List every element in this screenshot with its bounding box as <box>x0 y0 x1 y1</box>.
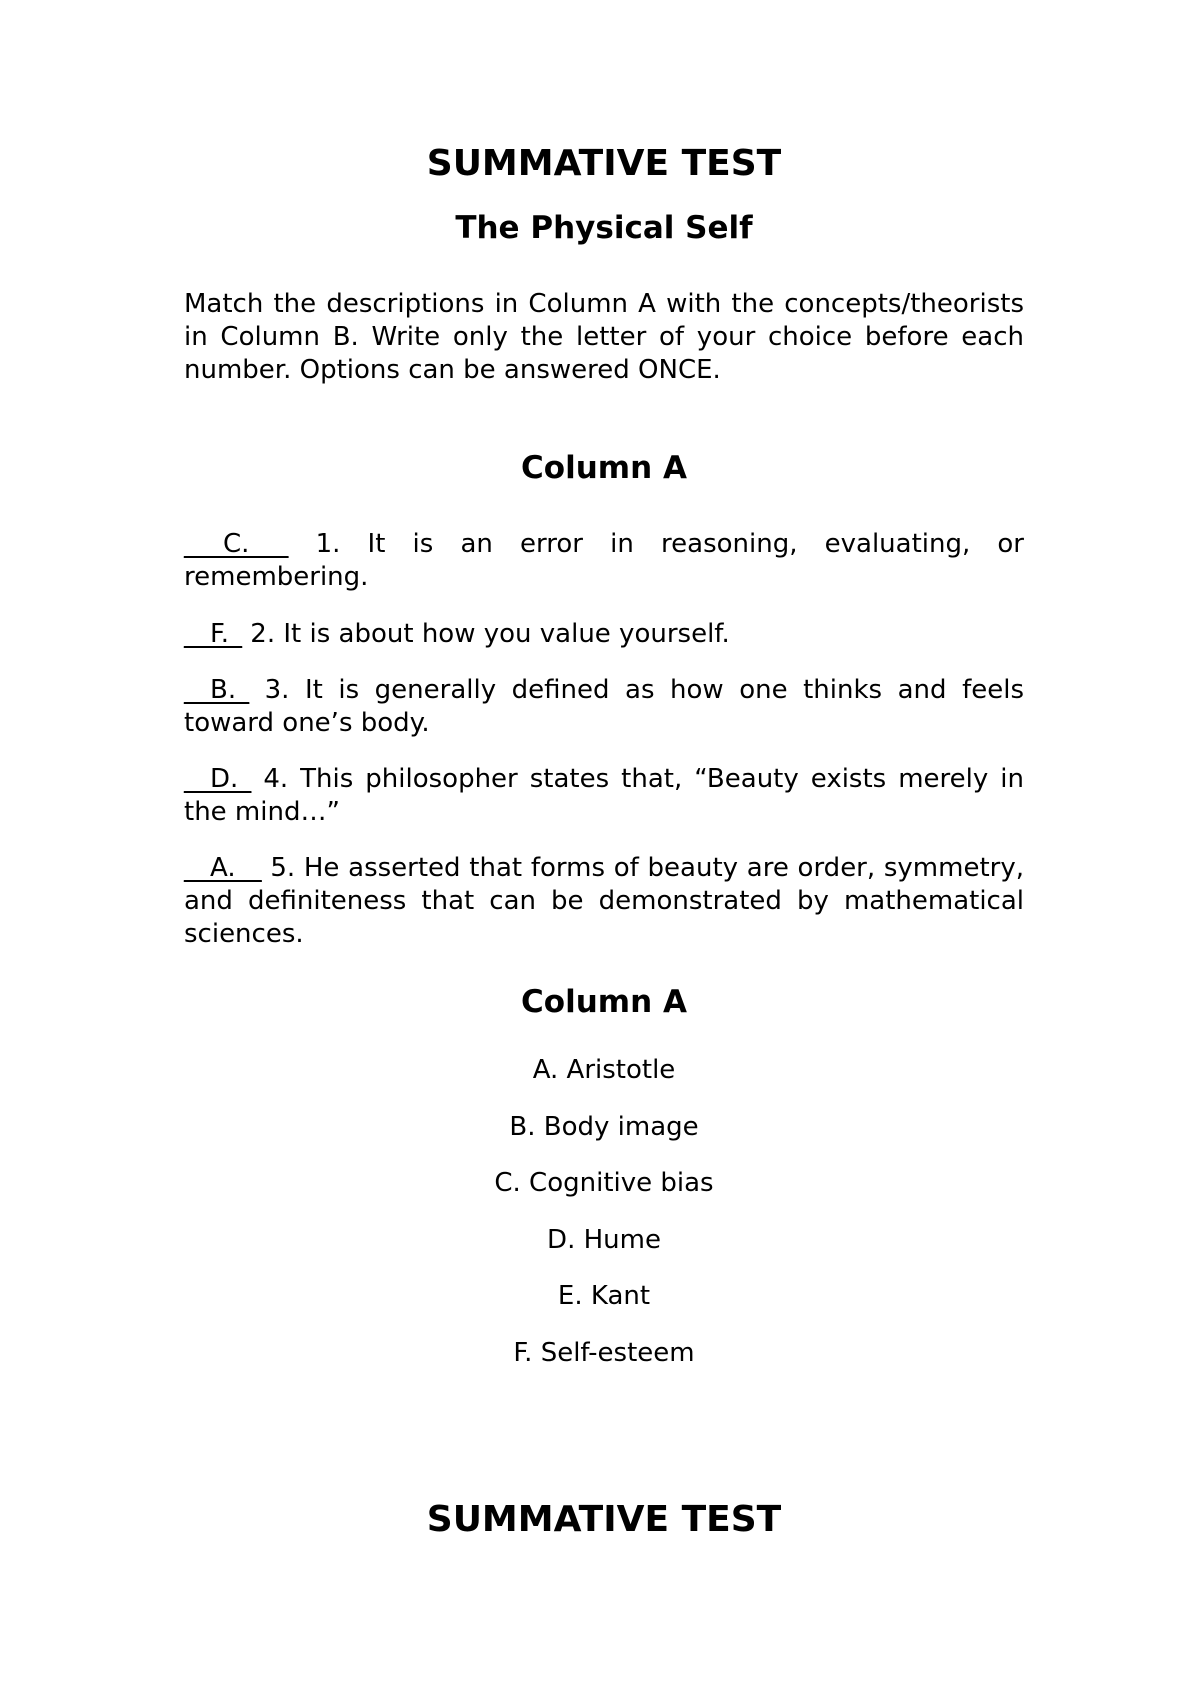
option-item-f: F. Self-esteem <box>513 1338 695 1368</box>
option-item-c: C. Cognitive bias <box>494 1168 714 1198</box>
question-item-5 <box>184 852 1024 951</box>
question-text: 3. It is generally defined as how one thinks and feels toward one’s body. <box>184 675 1024 738</box>
option-item-d: D. Hume <box>547 1225 661 1255</box>
next-page-title: SUMMATIVE TEST <box>426 1499 782 1540</box>
question-text: 5. He asserted that forms of beauty are order, symmetry, and definiteness that can be demonstrated by mathematical sciences. <box>184 853 1024 949</box>
page-subtitle: The Physical Self <box>455 210 753 246</box>
answer-blank: __A.__ <box>184 853 262 883</box>
column-a-heading: Column A <box>521 450 687 486</box>
column-b-heading: Column A <box>521 984 687 1020</box>
question-item-4 <box>184 763 1024 829</box>
instructions-paragraph: Match the descriptions in Column A with the concepts/theorists in Column B. Write only the letter of your choice before each number. Options can be answered ONCE. <box>184 289 1024 385</box>
option-item-e: E. Kant <box>557 1281 651 1311</box>
answer-blank: ___C.___ <box>184 529 289 559</box>
option-item-b: B. Body image <box>509 1112 699 1142</box>
answer-blank: __F._ <box>184 619 243 649</box>
question-item-2 <box>184 618 1024 651</box>
question-text: 2. It is about how you value yourself. <box>242 619 730 649</box>
question-text: 4. This philosopher states that, “Beauty exists merely in the mind…” <box>184 764 1024 827</box>
question-item-3 <box>184 674 1024 740</box>
page-title: SUMMATIVE TEST <box>426 143 782 184</box>
question-item-1 <box>184 528 1024 594</box>
option-item-a: A. Aristotle <box>532 1055 676 1085</box>
answer-blank: __B._ <box>184 675 250 705</box>
answer-blank: __D._ <box>184 764 252 794</box>
question-text: 1. It is an error in reasoning, evaluating, or remembering. <box>184 529 1024 592</box>
